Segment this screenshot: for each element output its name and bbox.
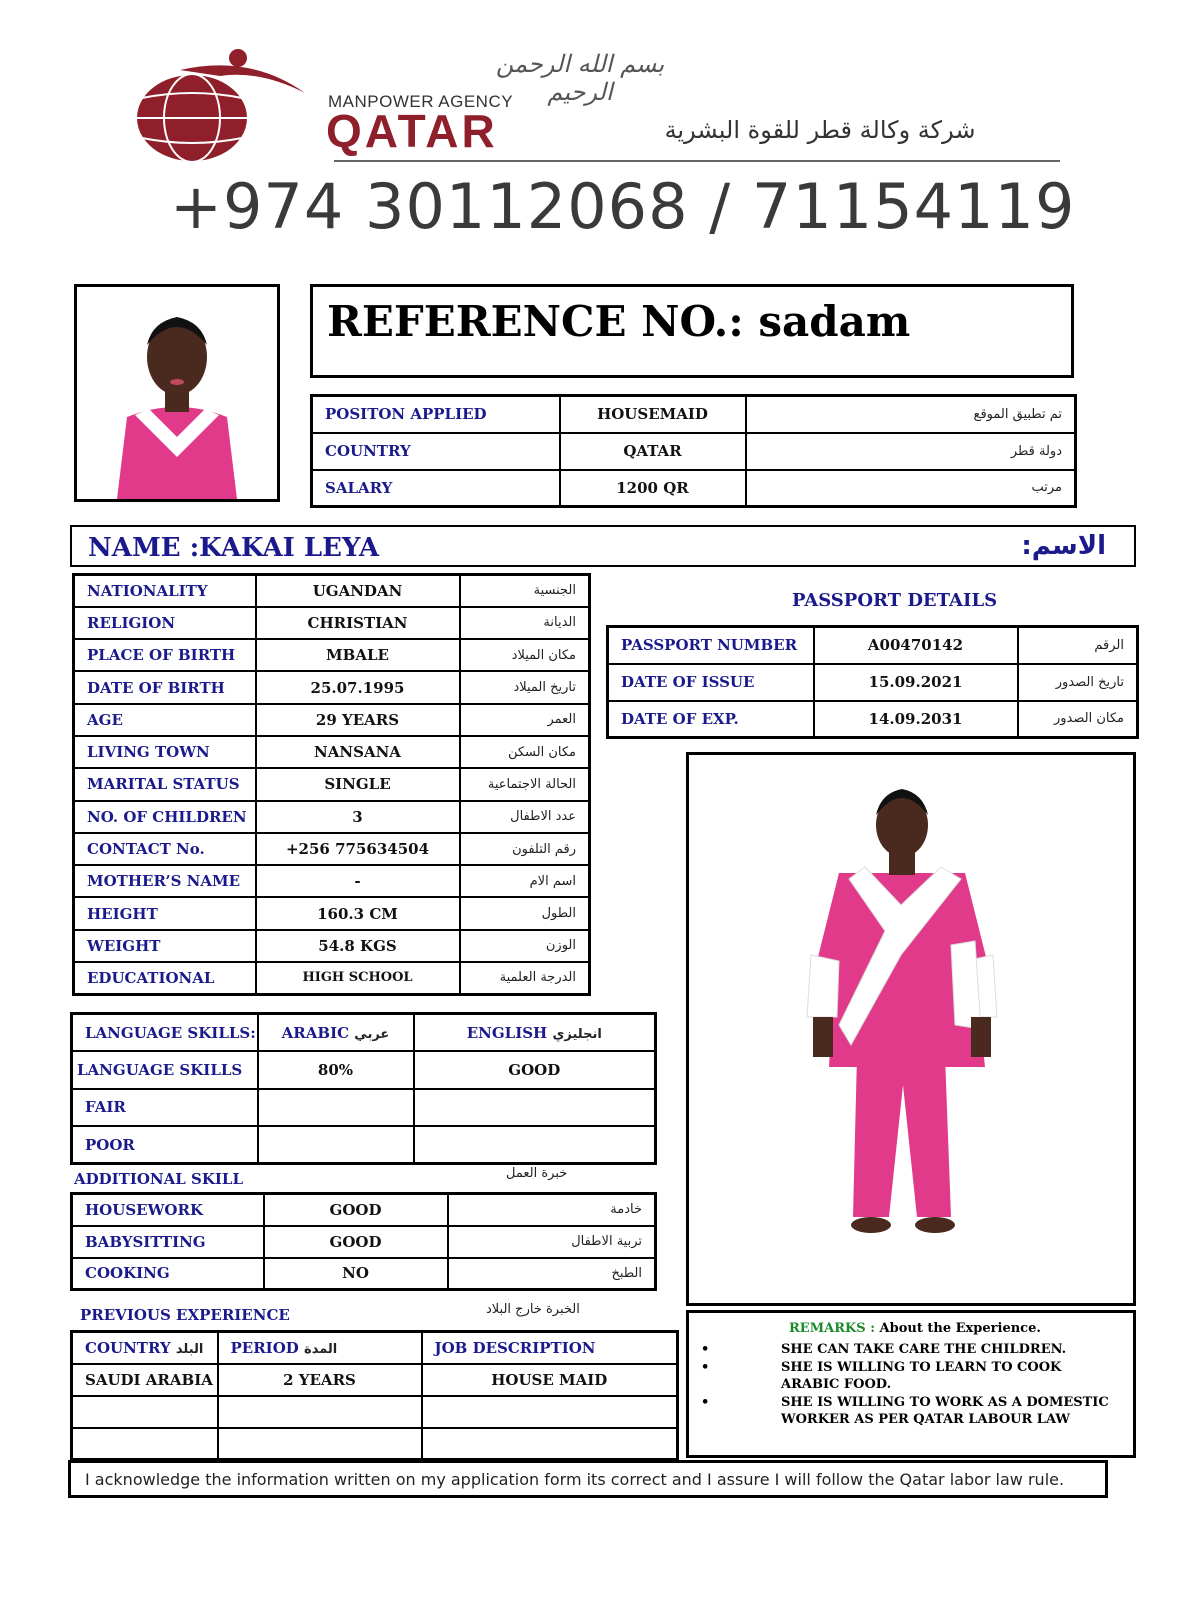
bismillah-calligraphy: بسم الله الرحمن الرحيم [495,50,665,106]
babysitting-value: GOOD [264,1226,448,1258]
personal-arabic: الجنسية [460,575,590,607]
language-row-label: LANGUAGE SKILLS [72,1051,258,1089]
date-of-issue-value: 15.09.2021 [814,664,1018,701]
position-label: POSITON APPLIED [312,396,560,433]
applicant-name: NAME :KAKAI LEYA [88,533,380,563]
table-row [74,736,590,768]
arabic-level: 80% [258,1051,414,1089]
previous-experience-table [70,1330,679,1461]
personal-arabic: الوزن [460,930,590,962]
personal-label: RELIGION [74,607,256,639]
salary-label: SALARY [312,470,560,507]
personal-value: NANSANA [256,736,460,768]
table-row [72,1364,678,1396]
table-row [74,962,590,994]
exp-period: 2 YEARS [218,1364,422,1396]
personal-label: PLACE OF BIRTH [74,639,256,671]
table-row [74,768,590,800]
applicant-name-bar [70,525,1136,567]
position-table [310,394,1077,508]
personal-value: MBALE [256,639,460,671]
personal-value: SINGLE [256,768,460,800]
table-row [72,1332,678,1364]
personal-value: 25.07.1995 [256,671,460,703]
exp-period [218,1396,422,1428]
table-row [74,575,590,607]
position-arabic: تم تطبيق الموقع [746,396,1076,433]
housework-arabic: خادمة [448,1194,656,1226]
table-row [74,801,590,833]
bullet: • [701,1395,710,1410]
arabic-column-header [258,1014,414,1052]
personal-arabic: الطول [460,897,590,929]
housework-label: HOUSEWORK [72,1194,264,1226]
housework-value: GOOD [264,1194,448,1226]
bullet: • [701,1342,710,1357]
language-header-label: LANGUAGE SKILLS: [72,1014,258,1052]
english-header-text: ENGLISH [466,1023,548,1042]
exp-job-header: JOB DESCRIPTION [422,1332,678,1364]
exp-country-header-text: COUNTRY [85,1338,171,1357]
exp-job [422,1396,678,1428]
agency-name: QATAR [326,105,498,157]
personal-value: UGANDAN [256,575,460,607]
personal-arabic: مكان السكن [460,736,590,768]
poor-english [414,1126,656,1164]
personal-arabic: العمر [460,704,590,736]
salary-arabic: مرتب [746,470,1076,507]
table-row [608,627,1138,664]
arabic-header-arabic: عربي [354,1026,390,1042]
personal-arabic: الدرجة العلمية [460,962,590,994]
exp-period-header-arabic: المدة [304,1341,338,1357]
personal-value: HIGH SCHOOL [256,962,460,994]
agency-subtitle: MANPOWER AGENCY [328,92,514,111]
personal-label: CONTACT No. [74,833,256,865]
exp-country-header [72,1332,218,1364]
fair-arabic [258,1089,414,1127]
exp-period-header [218,1332,422,1364]
table-row [312,470,1076,507]
passport-details-title: PASSPORT DETAILS [792,590,998,611]
fair-row-label: FAIR [72,1089,258,1127]
remarks-box [686,1310,1136,1458]
agency-logo [120,48,320,168]
passport-number-label: PASSPORT NUMBER [608,627,814,664]
additional-skill-table [70,1192,657,1291]
table-row [74,639,590,671]
additional-skill-title-arabic: خبرة العمل [506,1166,568,1181]
poor-row-label: POOR [72,1126,258,1164]
portrait-illustration [77,287,277,499]
previous-experience-title: PREVIOUS EXPERIENCE [80,1306,290,1324]
personal-value: 160.3 CM [256,897,460,929]
remarks-list [701,1341,1121,1429]
personal-arabic: تاريخ الميلاد [460,671,590,703]
list-item [701,1341,1121,1358]
exp-country: SAUDI ARABIA [72,1364,218,1396]
poor-arabic [258,1126,414,1164]
cooking-value: NO [264,1258,448,1290]
english-column-header [414,1014,656,1052]
exp-country-header-arabic: البلد [175,1341,204,1357]
date-of-issue-label: DATE OF ISSUE [608,664,814,701]
personal-label: MARITAL STATUS [74,768,256,800]
position-value: HOUSEMAID [560,396,746,433]
list-item [701,1359,1121,1393]
personal-arabic: الحالة الاجتماعية [460,768,590,800]
bullet: • [701,1360,710,1375]
personal-arabic: الديانة [460,607,590,639]
date-of-issue-arabic: تاريخ الصدور [1018,664,1138,701]
personal-value: - [256,865,460,897]
personal-arabic: اسم الام [460,865,590,897]
exp-period [218,1428,422,1460]
babysitting-arabic: تربية الاطفال [448,1226,656,1258]
acknowledgement-text: I acknowledge the information written on my application form its correct and I assure I will follow the Qatar labor law rule. [85,1470,1065,1489]
remarks-label: REMARKS : [789,1321,876,1336]
date-of-exp-arabic: مكان الصدور [1018,701,1138,738]
table-row [74,704,590,736]
exp-job: HOUSE MAID [422,1364,678,1396]
applicant-name-arabic-label: الاسم: [1021,531,1106,561]
list-item [701,1394,1121,1428]
table-row [72,1428,678,1460]
personal-value: 29 YEARS [256,704,460,736]
english-header-arabic: انجليزي [552,1026,602,1042]
exp-country [72,1396,218,1428]
table-row [74,930,590,962]
english-level: GOOD [414,1051,656,1089]
reference-number-box [310,284,1074,378]
personal-value: 3 [256,801,460,833]
personal-value: +256 775634504 [256,833,460,865]
language-skills-table [70,1012,657,1165]
remark-text: SHE CAN TAKE CARE THE CHILDREN. [781,1342,1067,1357]
previous-experience-title-arabic: الخبرة خارج البلاد [486,1302,580,1317]
contact-phones: +974 30112068 / 71154119 [170,170,1076,243]
table-row [72,1396,678,1428]
exp-country [72,1428,218,1460]
table-row [72,1089,656,1127]
header-divider [334,160,1060,162]
table-row [74,897,590,929]
exp-job [422,1428,678,1460]
passport-number-arabic: الرقم [1018,627,1138,664]
table-row [72,1258,656,1290]
personal-value: 54.8 KGS [256,930,460,962]
country-value: QATAR [560,433,746,470]
table-row [72,1226,656,1258]
personal-label: NATIONALITY [74,575,256,607]
fair-english [414,1089,656,1127]
table-row [72,1014,656,1052]
table-row [608,701,1138,738]
personal-details-table [72,573,591,996]
full-body-illustration [689,755,1133,1303]
passport-number-value: A00470142 [814,627,1018,664]
remarks-subtitle: About the Experience. [879,1321,1041,1336]
personal-label: WEIGHT [74,930,256,962]
table-row [608,664,1138,701]
additional-skill-title: ADDITIONAL SKILL [74,1170,244,1188]
personal-label: NO. OF CHILDREN [74,801,256,833]
country-label: COUNTRY [312,433,560,470]
remark-text: SHE IS WILLING TO LEARN TO COOK ARABIC FOOD. [781,1360,1062,1392]
exp-period-header-text: PERIOD [230,1338,299,1357]
personal-label: DATE OF BIRTH [74,671,256,703]
table-row [74,833,590,865]
acknowledgement-box [68,1460,1108,1498]
personal-arabic: عدد الاطفال [460,801,590,833]
date-of-exp-value: 14.09.2031 [814,701,1018,738]
salary-value: 1200 QR [560,470,746,507]
reference-number: REFERENCE NO.: sadam [327,297,911,346]
personal-label: LIVING TOWN [74,736,256,768]
remarks-title [789,1321,1041,1336]
table-row [74,607,590,639]
table-row [72,1194,656,1226]
personal-arabic: رقم التلفون [460,833,590,865]
agency-name-arabic: شركة وكالة قطر للقوة البشرية [664,116,976,144]
personal-label: HEIGHT [74,897,256,929]
country-arabic: دولة قطر [746,433,1076,470]
personal-arabic: مكان الميلاد [460,639,590,671]
passport-table [606,625,1139,739]
date-of-exp-label: DATE OF EXP. [608,701,814,738]
remark-text: SHE IS WILLING TO WORK AS A DOMESTIC WORKER AS PER QATAR LABOUR LAW [781,1395,1109,1427]
personal-value: CHRISTIAN [256,607,460,639]
table-row [74,865,590,897]
cooking-label: COOKING [72,1258,264,1290]
table-row [74,671,590,703]
table-row [312,396,1076,433]
babysitting-label: BABYSITTING [72,1226,264,1258]
personal-label: EDUCATIONAL [74,962,256,994]
personal-label: AGE [74,704,256,736]
cooking-arabic: الطبخ [448,1258,656,1290]
applicant-full-body-photo [686,752,1136,1306]
applicant-portrait-photo [74,284,280,502]
personal-label: MOTHER’S NAME [74,865,256,897]
table-row [312,433,1076,470]
table-row [72,1051,656,1089]
arabic-header-text: ARABIC [281,1023,350,1042]
table-row [72,1126,656,1164]
